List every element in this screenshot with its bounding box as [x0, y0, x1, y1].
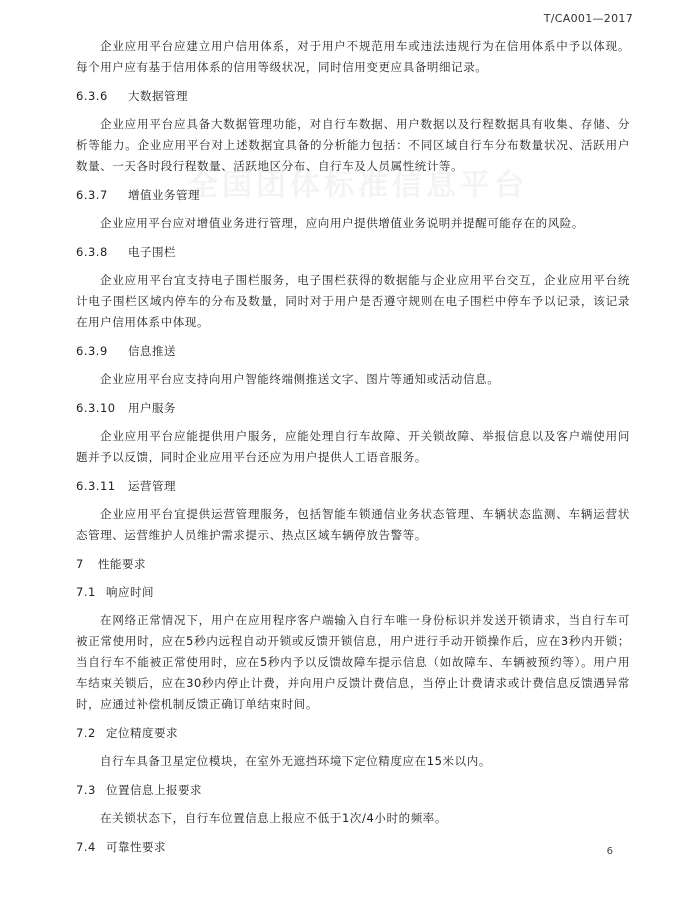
section-title: 运营管理	[128, 479, 176, 493]
body-paragraph: 在关锁状态下，自行车位置信息上报应不低于1次/4小时的频率。	[100, 811, 448, 825]
section-number: 6.3.10	[76, 401, 116, 415]
section-heading	[76, 86, 630, 106]
body-paragraph: 企业应用平台应建立用户信用体系，对于用户不规范用车或违法违规行为在信用体系中予以体现。每个用户应有基于信用体系的信用等级状况，同时信用变更应具备明细记录。	[76, 39, 630, 74]
section-title: 电子围栏	[128, 245, 176, 259]
section-title: 位置信息上报要求	[106, 783, 202, 797]
section-title: 定位精度要求	[106, 726, 178, 740]
section-heading	[76, 476, 630, 496]
section-number: 7.4	[76, 840, 96, 854]
body-paragraph: 企业应用平台应具备大数据管理功能，对自行车数据、用户数据以及行程数据具有收集、存储、分析等能力。企业应用平台对上述数据宜具备的分析能力包括：不同区域自行车分布数量状况、活跃用户数量、一天各时段行程数量、活跃地区分布、自行车及人员属性统计等。	[76, 117, 630, 173]
section-number: 7.3	[76, 783, 96, 797]
section-heading	[76, 398, 630, 418]
body-paragraph: 企业应用平台宜提供运营管理服务，包括智能车锁通信业务状态管理、车辆状态监测、车辆运营状态管理、运营维护人员维护需求提示、热点区域车辆停放告警等。	[76, 507, 630, 542]
body-paragraph: 企业应用平台宜支持电子围栏服务，电子围栏获得的数据能与企业应用平台交互，企业应用平台统计电子围栏区域内停车的分布及数量，同时对于用户是否遵守规则在电子围栏中停车予以记录，该记录在用户信用体系中体现。	[76, 273, 630, 329]
section-heading	[76, 582, 630, 602]
section-number: 6.3.11	[76, 479, 116, 493]
section-number: 7	[76, 557, 84, 571]
section-title: 信息推送	[128, 344, 176, 358]
section-number: 7.2	[76, 726, 96, 740]
body-paragraph: 自行车具备卫星定位模块，在室外无遮挡环境下定位精度应在15米以内。	[100, 754, 491, 768]
section-heading	[76, 837, 630, 857]
body-paragraph: 企业应用平台应支持向用户智能终端侧推送文字、图片等通知或活动信息。	[100, 372, 500, 386]
section-number: 6.3.6	[76, 89, 108, 103]
section-number: 6.3.9	[76, 344, 108, 358]
section-title: 响应时间	[106, 585, 154, 599]
section-heading	[76, 780, 630, 800]
section-title: 用户服务	[128, 401, 176, 415]
body-paragraph: 企业应用平台应对增值业务进行管理，应向用户提供增值业务说明并提醒可能存在的风险。	[100, 216, 584, 230]
section-title: 增值业务管理	[128, 188, 200, 202]
section-number: 7.1	[76, 585, 96, 599]
section-number: 6.3.7	[76, 188, 108, 202]
document-body	[76, 36, 630, 865]
section-heading	[76, 341, 630, 361]
standard-code: T/CA001—2017	[543, 12, 633, 25]
section-title: 大数据管理	[128, 89, 188, 103]
section-heading	[76, 723, 630, 743]
body-paragraph: 企业应用平台应能提供用户服务，应能处理自行车故障、开关锁故障、举报信息以及客户端使用问题并予以反馈，同时企业应用平台还应为用户提供人工语音服务。	[76, 429, 630, 464]
section-number: 6.3.8	[76, 245, 108, 259]
section-title: 可靠性要求	[106, 840, 166, 854]
section-heading	[76, 242, 630, 262]
body-paragraph: 在网络正常情况下，用户在应用程序客户端输入自行车唯一身份标识并发送开锁请求，当自行车可被正常使用时，应在5秒内远程自动开锁或反馈开锁信息，用户进行手动开锁操作后，应在3秒内开锁；当自行车不能被正常使用时，应在5秒内予以反馈故障车提示信息（如故障车、车辆被预约等）。用户用车结束关锁后，应在30秒内停止计费，并向用户反馈计费信息，当停止计费请求或计费信息反馈遇异常时，应通过补偿机制反馈正确订单结束时间。	[76, 613, 630, 711]
section-heading	[76, 185, 630, 205]
watermark: 全国团体标准信息平台	[188, 168, 528, 203]
page-number: 6	[606, 846, 613, 857]
section-heading	[76, 554, 630, 574]
section-title: 性能要求	[98, 557, 146, 571]
